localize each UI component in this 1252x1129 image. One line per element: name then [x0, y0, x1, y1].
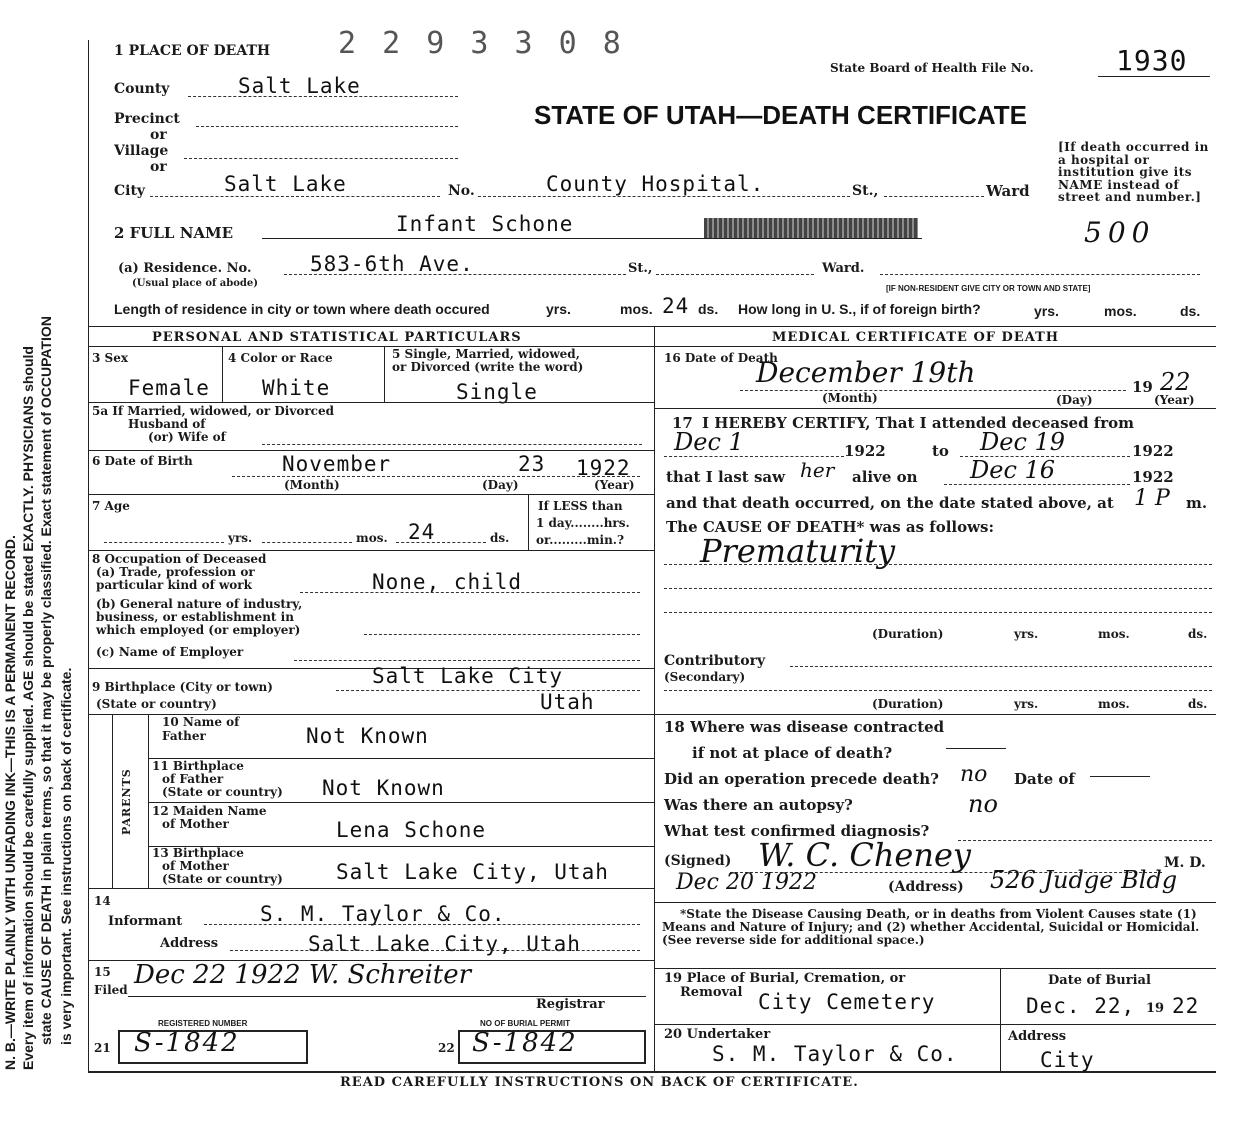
burial-place-label-2: Removal — [680, 985, 743, 1000]
street-no-label: No. — [448, 183, 475, 199]
state-board-label: State Board of Health File No. — [830, 61, 1034, 75]
attended-to-date: Dec 19 — [980, 428, 1066, 456]
filed-label: Filed — [94, 983, 128, 997]
age-mos-label: mos. — [356, 531, 388, 545]
length-residence-label: Length of residence in city or town where death occured — [114, 301, 490, 317]
autopsy-value: no — [968, 790, 998, 818]
birthplace-state: Utah — [540, 690, 595, 714]
stamp-number: 2 2 9 3 3 0 8 — [338, 26, 625, 61]
death-year-caption: (Year) — [1154, 393, 1195, 407]
death-time-meridiem: m. — [1186, 494, 1208, 512]
physician-address-label: (Address) — [888, 879, 964, 895]
residence-value: 583-6th Ave. — [310, 252, 474, 276]
informant-address-label: Address — [160, 936, 219, 951]
cause-yrs-label: yrs. — [1014, 627, 1039, 641]
side-note-line1: N. B.—WRITE PLAINLY WITH UNFADING INK—THIS IS A PERMANENT RECORD. — [2, 535, 18, 1070]
cause-duration-label: (Duration) — [872, 627, 944, 641]
death-occurred-text: and that death occurred, on the date stated above, at — [666, 494, 1114, 512]
contrib-yrs-label: yrs. — [1014, 697, 1039, 711]
mother-name: Lena Schone — [336, 818, 487, 842]
frame-center-divider — [654, 326, 655, 1072]
signed-label: (Signed) — [664, 853, 732, 869]
spouse-label-2: Husband of — [128, 417, 206, 431]
father-label-2: Father — [162, 729, 206, 743]
contrib-ds-label: ds. — [1188, 697, 1208, 711]
color-label: 4 Color or Race — [228, 351, 333, 365]
dob-year-caption: (Year) — [594, 478, 635, 492]
residence-sublabel: (Usual place of abode) — [132, 278, 258, 289]
cause-mos-label: mos. — [1098, 627, 1130, 641]
or-label-2: or — [150, 159, 167, 175]
age-yrs-label: yrs. — [228, 531, 253, 545]
occupation-b-1: (b) General nature of industry, — [96, 597, 303, 611]
burial-year-prefix: 19 — [1146, 1001, 1165, 1016]
informant-address: Salt Lake City, Utah — [308, 932, 581, 956]
age-label: 7 Age — [92, 499, 130, 513]
foreign-mos-label: mos. — [1104, 303, 1137, 319]
occupation-b-2: business, or establishment in — [96, 610, 294, 624]
foreign-ds-label: ds. — [1180, 303, 1201, 319]
filed-value: Dec 22 1922 W. Schreiter — [134, 960, 472, 990]
father-bp-label-1: 11 Birthplace — [152, 759, 244, 773]
occupation-value: None, child — [372, 570, 523, 594]
full-name-label: 2 FULL NAME — [114, 224, 234, 242]
length-ds-label: ds. — [698, 301, 719, 317]
birthplace-city: Salt Lake City — [372, 664, 564, 688]
dob-day-caption: (Day) — [482, 478, 519, 492]
dob-year: 1922 — [576, 456, 631, 480]
hospital-note: [If death occurred in a hospital or institution give its NAME instead of street and number.] — [1058, 140, 1209, 205]
occupation-b-3: which employed (or employer) — [96, 623, 301, 637]
place-of-death-label: 1 PLACE OF DEATH — [114, 43, 271, 59]
occupation-a-2: particular kind of work — [96, 578, 252, 592]
side-note-line4: is very important. See instructions on back of certificate. — [58, 667, 74, 1045]
contrib-mos-label: mos. — [1098, 697, 1130, 711]
filed-number: 15 — [94, 965, 111, 979]
death-month-caption: (Month) — [822, 391, 878, 405]
nonresident-note: [IF NON-RESIDENT GIVE CITY OR TOWN AND STATE] — [886, 284, 1091, 293]
color-value: White — [262, 376, 331, 400]
mother-bp-label-2: of Mother — [162, 859, 229, 873]
cause-footnote: *State the Disease Causing Death, or in deaths from Violent Causes state (1) Means and Nature of Injury; and (2) whether Accidental, Suicidal or Homicidal. (See reverse side for additional space.) — [662, 907, 1200, 948]
sex-value: Female — [128, 376, 210, 400]
side-note-line2: Every item of information should be carefully supplied. AGE should be stated EXACTLY. PHYSICIANS should — [20, 346, 36, 1070]
burial-place-label-1: 19 Place of Burial, Cremation, or — [664, 971, 906, 986]
burial-date: Dec. 22, — [1026, 994, 1136, 1018]
burial-date-label: Date of Burial — [1048, 973, 1151, 988]
last-saw-pronoun: her — [800, 458, 835, 482]
village-label: Village — [114, 143, 169, 159]
sex-label: 3 Sex — [92, 351, 128, 365]
marital-label-1: 5 Single, Married, widowed, — [392, 347, 580, 361]
age-days-value: 24 — [408, 520, 436, 544]
burial-year: 22 — [1172, 994, 1200, 1018]
residence-label: (a) Residence. No. — [118, 261, 252, 276]
or-label-1: or — [150, 127, 167, 143]
last-saw-year: 1922 — [1132, 468, 1174, 486]
length-yrs-label: yrs. — [546, 301, 571, 317]
occupation-a-1: (a) Trade, profession or — [96, 565, 255, 579]
age-ds-label: ds. — [490, 531, 510, 545]
alive-on-label: alive on — [852, 468, 918, 486]
undertaker-address-label: Address — [1008, 1029, 1067, 1044]
frame-left-border — [88, 40, 89, 1072]
attended-to-label: to — [932, 442, 949, 460]
marital-label-2: or Divorced (write the word) — [392, 360, 584, 374]
father-bp-label-3: (State or country) — [162, 785, 283, 799]
father-label-1: 10 Name of — [162, 715, 240, 729]
parents-label: PARENTS — [120, 768, 133, 835]
city-label: City — [114, 183, 146, 199]
contributory-label: Contributory — [664, 653, 766, 669]
street-value: County Hospital. — [546, 172, 765, 196]
personal-section-title: PERSONAL AND STATISTICAL PARTICULARS — [152, 330, 522, 345]
autopsy-label: Was there an autopsy? — [664, 796, 853, 814]
contrib-duration-label: (Duration) — [872, 697, 944, 711]
birthplace-label-2: (State or country) — [96, 697, 217, 711]
secondary-label: (Secondary) — [664, 670, 746, 684]
mother-bp-label-1: 13 Birthplace — [152, 846, 244, 860]
medical-section-title: MEDICAL CERTIFICATE OF DEATH — [772, 330, 1060, 345]
death-month-day: December 19th — [756, 356, 976, 389]
certify-text: I HEREBY CERTIFY, That I attended deceased from — [702, 414, 1135, 432]
file-number: 1930 — [1116, 44, 1188, 77]
test-confirmed-label: What test confirmed diagnosis? — [664, 822, 930, 840]
less-than-label-1: If LESS than — [538, 499, 623, 513]
father-birthplace: Not Known — [322, 776, 445, 800]
dob-month: November — [282, 452, 392, 476]
occupation-c: (c) Name of Employer — [96, 645, 244, 659]
md-label: M. D. — [1164, 855, 1206, 871]
informant-value: S. M. Taylor & Co. — [260, 902, 506, 926]
precinct-label: Precinct — [114, 111, 180, 127]
signed-date: Dec 20 1922 — [676, 870, 817, 895]
date-of-death-label: 16 Date of Death — [664, 351, 778, 365]
father-name: Not Known — [306, 724, 429, 748]
less-than-label-2: 1 day........hrs. — [536, 516, 630, 530]
reg-number-prefix: 21 — [94, 1041, 111, 1055]
cause-ds-label: ds. — [1188, 627, 1208, 641]
attended-from-date: Dec 1 — [674, 428, 744, 456]
full-name-value: Infant Schone — [396, 212, 574, 236]
side-note-line3: state CAUSE OF DEATH in plain terms, so that it may be properly classified. Exact statement of OCCUPATION — [38, 316, 54, 1045]
length-days-value: 24 — [662, 294, 690, 318]
death-time: 1 P — [1134, 486, 1170, 511]
less-than-label-3: or.........min.? — [536, 533, 625, 547]
informant-number: 14 — [94, 894, 111, 908]
burial-permit-prefix: 22 — [438, 1041, 455, 1055]
county-label: County — [114, 81, 170, 97]
handwritten-number: 500 — [1084, 216, 1156, 249]
mother-label-1: 12 Maiden Name — [152, 804, 267, 818]
foreign-yrs-label: yrs. — [1034, 303, 1059, 319]
residence-st-label: St., — [628, 261, 653, 276]
cause-of-death-value: Prematurity — [700, 532, 896, 570]
q18-label-2: if not at place of death? — [692, 744, 893, 762]
county-value: Salt Lake — [238, 74, 361, 98]
certificate-title: STATE OF UTAH—DEATH CERTIFICATE — [534, 100, 1027, 130]
street-st-label: St., — [852, 183, 879, 199]
undertaker-address: City — [1040, 1048, 1095, 1072]
dob-day: 23 — [518, 452, 546, 476]
spouse-label-3: (or) Wife of — [148, 430, 226, 444]
death-year: 22 — [1160, 368, 1191, 396]
marital-value: Single — [456, 380, 538, 404]
q18-label-1: 18 Where was disease contracted — [664, 718, 945, 736]
informant-label: Informant — [108, 914, 183, 929]
footer-instructions: READ CAREFULLY INSTRUCTIONS ON BACK OF CERTIFICATE. — [340, 1075, 859, 1090]
foreign-birth-label: How long in U. S., if of foreign birth? — [738, 301, 981, 317]
length-mos-label: mos. — [620, 301, 653, 317]
physician-signature: W. C. Cheney — [758, 836, 971, 874]
operation-date-label: Date of — [1014, 770, 1075, 788]
operation-value: no — [960, 762, 988, 787]
last-saw-label: that I last saw — [666, 468, 786, 486]
physician-address: 526 Judge Bldg — [990, 866, 1178, 894]
occupation-label: 8 Occupation of Deceased — [92, 552, 267, 566]
registrar-label: Registrar — [536, 997, 605, 1012]
mother-birthplace: Salt Lake City, Utah — [336, 860, 609, 884]
father-bp-label-2: of Father — [162, 772, 224, 786]
dob-month-caption: (Month) — [284, 478, 340, 492]
burial-place-value: City Cemetery — [758, 990, 936, 1014]
redaction-scribble — [704, 218, 918, 238]
mother-bp-label-3: (State or country) — [162, 872, 283, 886]
attended-from-year: 1922 — [844, 442, 886, 460]
attended-to-year: 1922 — [1132, 442, 1174, 460]
dob-label: 6 Date of Birth — [92, 454, 193, 468]
birthplace-label-1: 9 Birthplace (City or town) — [92, 680, 273, 694]
burial-permit-label: NO OF BURIAL PERMIT — [480, 1019, 571, 1028]
burial-permit-value: S-1842 — [472, 1028, 578, 1058]
last-saw-date: Dec 16 — [970, 456, 1056, 484]
operation-label: Did an operation precede death? — [664, 770, 939, 788]
cause-of-death-label: The CAUSE OF DEATH* was as follows: — [666, 518, 995, 536]
frame-section-divider — [88, 326, 1216, 327]
spouse-label-1: 5a If Married, widowed, or Divorced — [92, 404, 334, 418]
death-day-caption: (Day) — [1056, 393, 1093, 407]
city-value: Salt Lake — [224, 172, 347, 196]
death-year-prefix: 19 — [1132, 378, 1153, 396]
undertaker-label: 20 Undertaker — [664, 1027, 771, 1042]
residence-ward-label: Ward. — [822, 261, 865, 276]
registered-number-label: REGISTERED NUMBER — [158, 1019, 248, 1028]
certify-number: 17 — [672, 414, 693, 432]
registered-number-value: S-1842 — [134, 1028, 240, 1058]
undertaker-value: S. M. Taylor & Co. — [712, 1042, 958, 1066]
mother-label-2: of Mother — [162, 817, 229, 831]
ward-label: Ward — [986, 182, 1030, 200]
